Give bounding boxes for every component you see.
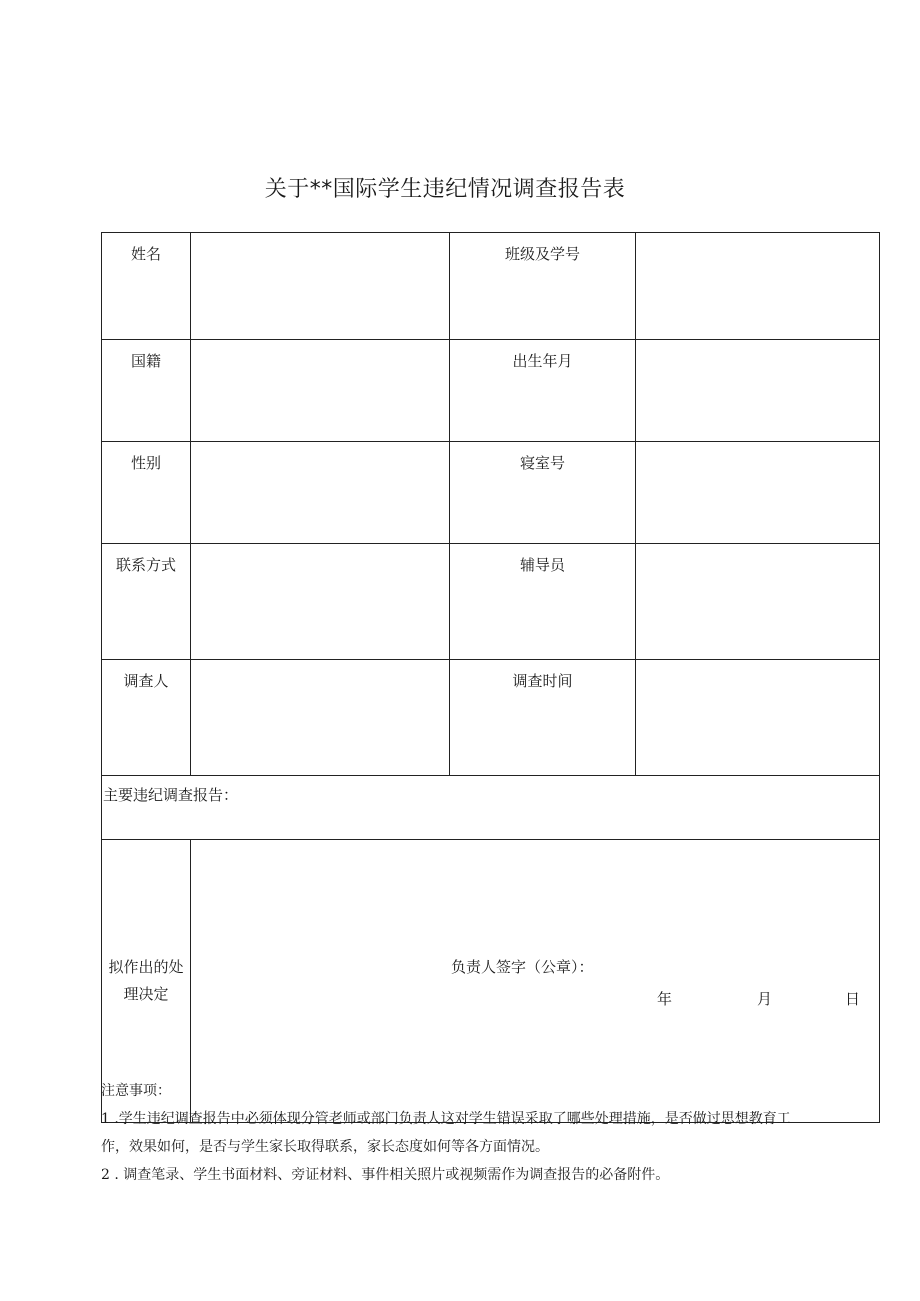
class-id-label: 班级及学号 bbox=[450, 233, 636, 340]
notes-section bbox=[101, 1077, 881, 1189]
form-row-investigator bbox=[102, 660, 880, 776]
decision-label-line2: 理决定 bbox=[123, 985, 169, 1003]
contact-field[interactable] bbox=[191, 544, 450, 660]
gender-field[interactable] bbox=[191, 442, 450, 544]
report-label[interactable]: 主要违纪调查报告： bbox=[102, 776, 880, 840]
report-form-table bbox=[101, 232, 880, 1123]
page-title: 关于**国际学生违纪情况调查报告表 bbox=[264, 177, 626, 202]
decision-label-line1: 拟作出的处 bbox=[108, 958, 184, 976]
form-row-report bbox=[102, 776, 880, 840]
investigation-time-label: 调查时间 bbox=[450, 660, 636, 776]
contact-label: 联系方式 bbox=[102, 544, 191, 660]
gender-label: 性别 bbox=[102, 442, 191, 544]
note-item-1-line-1: 1 .学生违纪调查报告中必须体现分管老师或部门负责人这对学生错误采取了哪些处理措施，是否做过思想教育工 bbox=[101, 1111, 791, 1127]
dorm-label: 寝室号 bbox=[450, 442, 636, 544]
notes-heading: 注意事项： bbox=[101, 1083, 171, 1099]
counselor-field[interactable] bbox=[636, 544, 880, 660]
investigator-label: 调查人 bbox=[102, 660, 191, 776]
class-id-field[interactable] bbox=[636, 233, 880, 340]
birth-field[interactable] bbox=[636, 340, 880, 442]
form-row-nationality bbox=[102, 340, 880, 442]
counselor-label: 辅导员 bbox=[450, 544, 636, 660]
nationality-field[interactable] bbox=[191, 340, 450, 442]
date-month-label: 月 bbox=[757, 990, 773, 1008]
note-item-2: 2 . 调查笔录、学生书面材料、旁证材料、事件相关照片或视频需作为调查报告的必备附件。 bbox=[101, 1167, 670, 1183]
date-day-label: 日 bbox=[845, 990, 861, 1008]
form-row-name bbox=[102, 233, 880, 340]
form-row-gender bbox=[102, 442, 880, 544]
name-label: 姓名 bbox=[102, 233, 191, 340]
signature-label: 负责人签字（公章）： bbox=[451, 958, 594, 976]
dorm-field[interactable] bbox=[636, 442, 880, 544]
name-field[interactable] bbox=[191, 233, 450, 340]
nationality-label: 国籍 bbox=[102, 340, 191, 442]
form-row-contact bbox=[102, 544, 880, 660]
date-year-label: 年 bbox=[657, 990, 673, 1008]
birth-label: 出生年月 bbox=[450, 340, 636, 442]
note-item-1-line-2: 作，效果如何，是否与学生家长取得联系，家长态度如何等各方面情况。 bbox=[101, 1139, 549, 1155]
investigation-time-field[interactable] bbox=[636, 660, 880, 776]
investigator-field[interactable] bbox=[191, 660, 450, 776]
